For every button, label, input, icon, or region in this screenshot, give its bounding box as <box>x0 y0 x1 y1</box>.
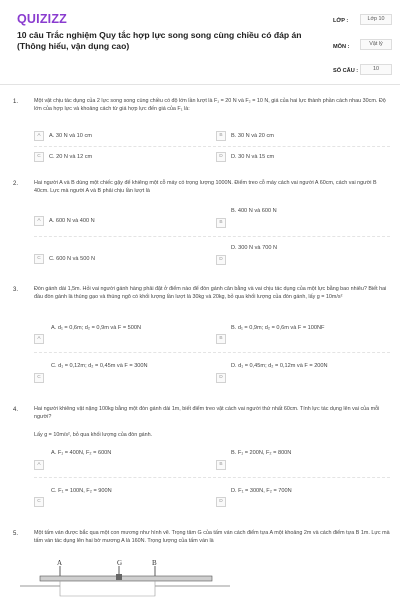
plank-figure <box>0 552 400 600</box>
answer-box[interactable]: C <box>34 497 44 507</box>
option-text: C. 20 N và 12 cm <box>49 154 93 160</box>
quizizz-logo[interactable]: QUIZIZZ <box>17 12 68 26</box>
answer-box[interactable]: A <box>34 216 44 226</box>
option-d-text[interactable]: D. 300 N và 700 N <box>231 245 278 251</box>
option-text: D. 30 N và 15 cm <box>231 154 275 160</box>
subject-label: MÔN : <box>333 44 350 50</box>
quiz-title: 10 câu Trắc nghiệm Quy tắc hợp lực song song cùng chiều có đáp án (Thông hiểu, vận dụng cao) <box>17 30 302 51</box>
label-g: G <box>117 559 123 567</box>
question-number: 4. <box>13 407 19 413</box>
answer-box[interactable]: B <box>216 334 226 344</box>
label-a: A <box>57 559 63 567</box>
option-a[interactable] <box>34 131 92 141</box>
divider <box>34 146 390 147</box>
option-c-text[interactable]: C. F₁ = 100N, F₂ = 900N <box>51 488 112 494</box>
option-d-text[interactable]: D. F₁ = 300N, F₂ = 700N <box>231 488 292 494</box>
ditch <box>60 581 155 596</box>
option-c[interactable] <box>34 152 92 162</box>
answer-box[interactable]: B <box>216 218 226 228</box>
answer-box[interactable]: D <box>216 152 226 162</box>
option-text: B. 30 N và 20 cm <box>231 133 274 139</box>
divider <box>34 477 390 478</box>
option-text: C. 600 N và 500 N <box>49 256 96 262</box>
question-text: Đòn gánh dài 1,5m. Hỏi vai người gánh hàng phải đặt ở điểm nào để đòn gánh cân bằng và vai chịu tác dụng của một lực bằng bao nhiêu? Biết hai đầu đòn gánh là thúng gạo và thúng ngô có khối lượng lần lượt là 30kg và 20kg, bỏ qua khối lượng của đòn gánh, lấy g = 10m/s² <box>34 286 387 301</box>
option-b-text[interactable]: B. d₁ = 0,9m; d₂ = 0,6m và F = 100NF <box>231 325 325 331</box>
question-text: Hai người khiêng vật nặng 100kg bằng một đòn gánh dài 1m, biết điểm treo vật cách vai người thứ nhất 60cm. Tính lực tác dụng lên vai của mỗi người? <box>34 406 380 421</box>
question-number: 1. <box>13 99 19 105</box>
question-subtext: Lấy g = 10m/s², bỏ qua khối lượng của đòn gánh. <box>34 432 153 438</box>
question-number: 5. <box>13 531 19 537</box>
option-b[interactable] <box>216 131 274 141</box>
class-label: LỚP : <box>333 18 349 24</box>
option-a[interactable] <box>34 216 95 226</box>
divider <box>34 352 390 353</box>
count-label: SỐ CÂU : <box>333 68 359 74</box>
option-text: A. 30 N và 10 cm <box>49 133 92 139</box>
answer-box[interactable]: D <box>216 255 226 265</box>
plank <box>40 576 212 581</box>
answer-box[interactable]: D <box>216 497 226 507</box>
question-text: Một vật chịu tác dụng của 2 lực song song cùng chiều có độ lớn lần lượt là F₁ = 20 N và F₂ = 10 N, giá của hai lực thành phần cách nhau 30cm. Độ lớn của hợp lực và khoảng cách từ giá hợp lực đến giá của F₁ là: <box>34 98 386 113</box>
class-value: Lớp 10 <box>360 14 392 25</box>
answer-box[interactable]: B <box>216 131 226 141</box>
option-c-text[interactable]: C. d₁ = 0,12m; d₂ = 0,45m và F = 300N <box>51 363 148 369</box>
option-c[interactable] <box>34 254 95 264</box>
question-text: Hai người A và B dùng một chiếc gậy để khiêng một cỗ máy có trọng lượng 1000N. Điểm treo cỗ máy cách vai người A 60cm, cách vai người B 40cm. Lực mà người A và B phải chịu lần lượt là <box>34 180 377 195</box>
option-a-text[interactable]: A. d₁ = 0,6m; d₂ = 0,9m và F = 500N <box>51 325 142 331</box>
option-d[interactable] <box>216 152 274 162</box>
answer-box[interactable]: A <box>34 460 44 470</box>
label-b: B <box>152 559 157 567</box>
question-number: 2. <box>13 181 19 187</box>
question-number: 3. <box>13 287 19 293</box>
option-a-text[interactable]: A. F₁ = 400N, F₂ = 600N <box>51 450 112 456</box>
answer-box[interactable]: C <box>34 254 44 264</box>
question-text: Một tấm ván được bắc qua một con mương như hình vẽ. Trọng tâm G của tấm ván cách điểm tựa A một khoảng 2m và cách điểm tựa B 1m. Lực mà tấm ván tác dụng lên hai bờ mương A là 160N. Trọng lượng của tấm ván là <box>34 530 390 545</box>
option-b-text[interactable]: B. 400 N và 600 N <box>231 208 277 214</box>
answer-box[interactable]: B <box>216 460 226 470</box>
answer-box[interactable]: A <box>34 131 44 141</box>
count-value: 10 <box>360 64 392 75</box>
answer-box[interactable]: D <box>216 373 226 383</box>
subject-value: Vật lý <box>360 39 392 50</box>
option-b-text[interactable]: B. F₁ = 200N, F₂ = 800N <box>231 450 292 456</box>
option-d-text[interactable]: D. d₁ = 0,45m; d₂ = 0,12m và F = 200N <box>231 363 328 369</box>
answer-box[interactable]: C <box>34 152 44 162</box>
answer-box[interactable]: C <box>34 373 44 383</box>
option-text: A. 600 N và 400 N <box>49 218 95 224</box>
quiz-header <box>0 0 400 85</box>
divider <box>34 236 390 237</box>
answer-box[interactable]: A <box>34 334 44 344</box>
center-of-mass-marker <box>116 574 122 580</box>
